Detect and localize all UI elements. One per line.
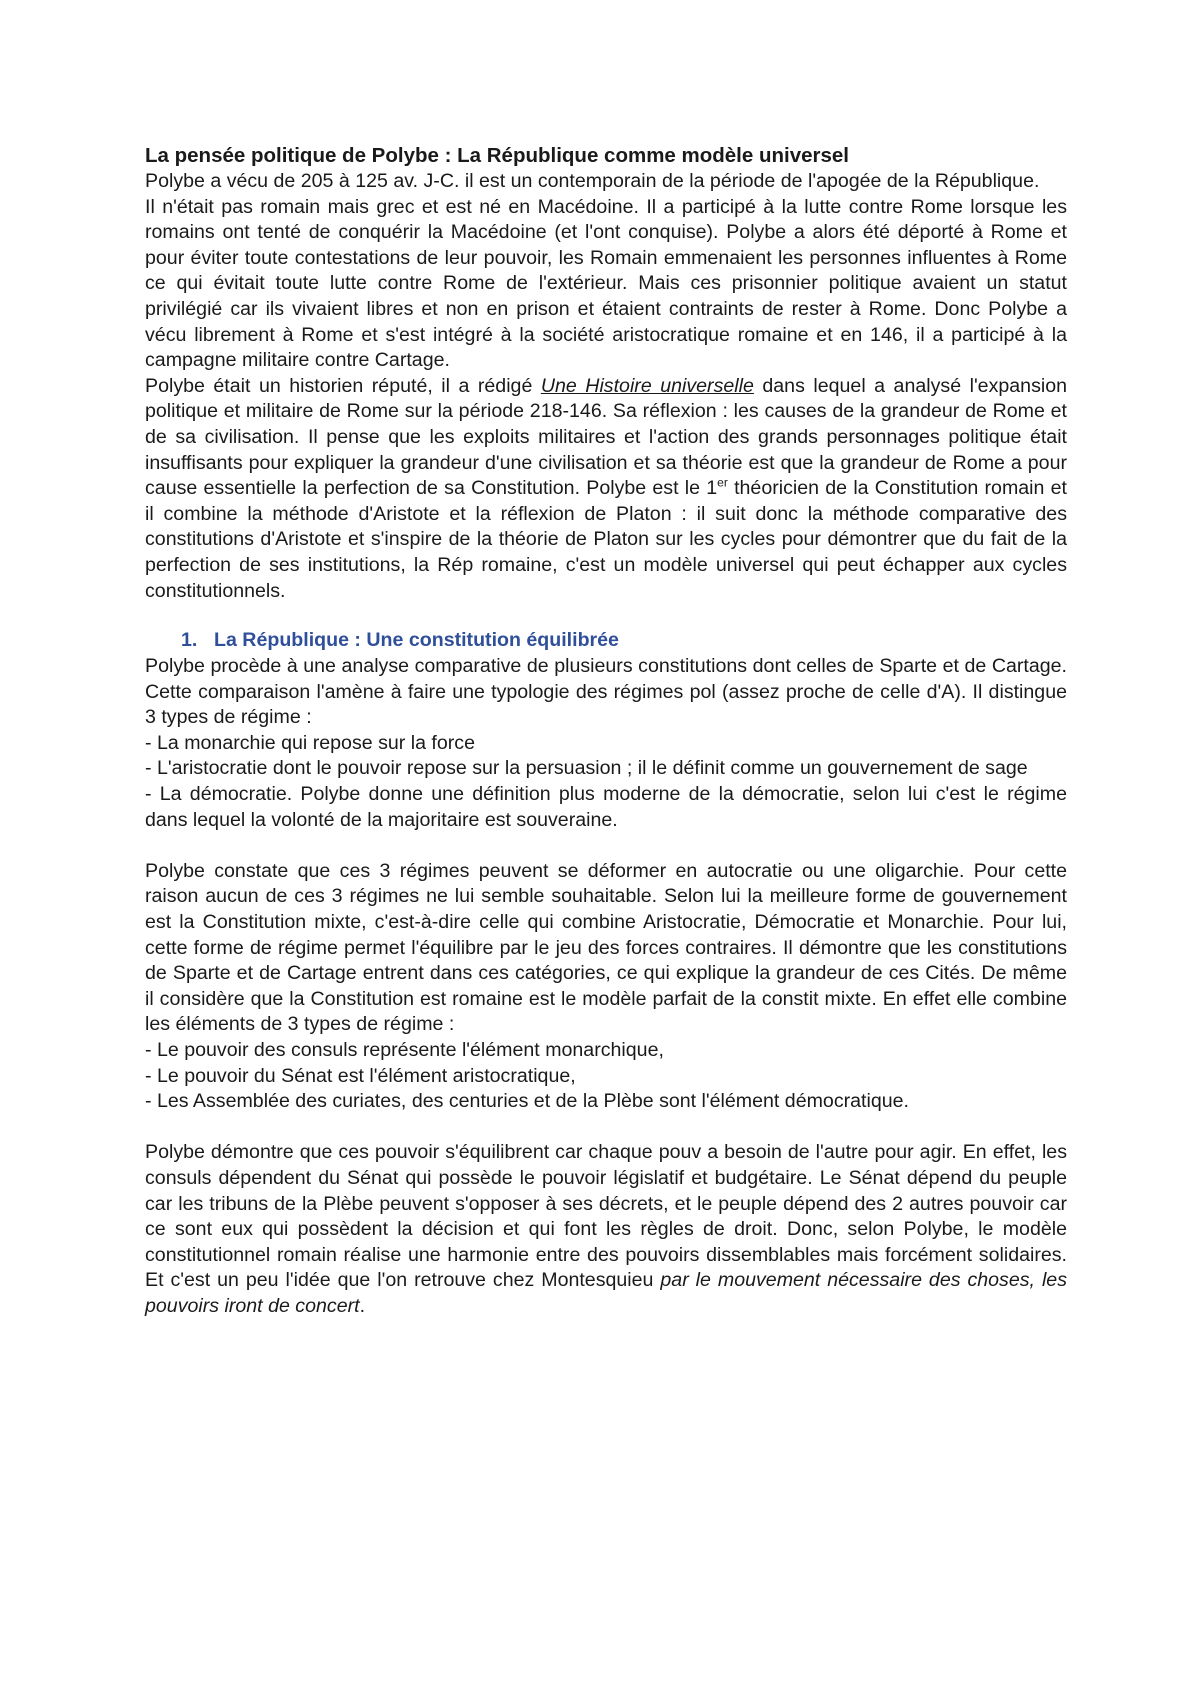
intro-paragraph-3-text-a: Polybe était un historien réputé, il a rédigé: [145, 374, 541, 397]
section-1-title: La République : Une constitution équilibrée: [214, 629, 619, 652]
element-item: - Le pouvoir des consuls représente l'élément monarchique,: [145, 1039, 664, 1061]
intro-paragraph-3-text-b: dans lequel a analysé l'expansion politique et militaire de Rome sur la période 218-146. Sa réflexion : les causes de la grandeur de Rome et de sa civilisation. Il pense que les exploits militaires et l'action des grands personnages politique était insuffisants pour expliquer la grandeur d'une civilisation et sa théorie est que la grandeur de Rome a pour cause essentielle la perfection de sa Constitution. Polybe est le 1: [145, 374, 1068, 500]
intro-paragraph-2: Il n'était pas romain mais grec et est né en Macédoine. Il a participé à la lutte contre Rome lorsque les romains ont tenté de conquérir la Macédoine (et l'ont conquise). Polybe a alors été déporté à Rome et pour éviter toute contestations de leur pouvoir, les Romain emmenaient les personnes influentes à Rome ce qui évitait toute lutte contre Rome de l'extérieur. Mais ces prisonnier politique avaient un statut privilégié car ils vivaient libres et non en prison et étaient contraints de rester à Rome. Donc Polybe a vécu librement à Rome et s'est intégré à la société aristocratique romaine et en 146, il a participé à la campagne militaire contre Cartage.: [145, 195, 1067, 372]
section-1-number: 1.: [181, 629, 198, 652]
blank-line: [145, 1115, 1067, 1141]
montesquieu-quote: par le mouvement nécessaire des choses, les pouvoirs iront de concert: [145, 1269, 1067, 1317]
intro-paragraph-1: Polybe a vécu de 205 à 125 av. J-C. il est un contemporain de la période de l'apogée de la République.: [145, 170, 1040, 192]
book-title: Une Histoire universelle: [540, 374, 754, 397]
document-title: La pensée politique de Polybe : La République comme modèle universel: [145, 144, 849, 167]
blank-line: [145, 833, 1067, 859]
regime-item: - L'aristocratie dont le pouvoir repose sur la persuasion ; il le définit comme un gouvernement de sage: [145, 757, 1028, 780]
element-item: - Le pouvoir du Sénat est l'élément aristocratique,: [145, 1064, 576, 1087]
element-item: - Les Assemblée des curiates, des centuries et de la Plèbe sont l'élément démocratique.: [145, 1090, 909, 1113]
section-1-paragraph-2: Polybe constate que ces 3 régimes peuvent se déformer en autocratie ou une oligarchie. Pour cette raison aucun de ces 3 régimes ne lui semble souhaitable. Selon lui la meilleure forme de gouvernement est la Constitution mixte, c'est-à-dire celle qui combine Aristocratie, Démocratie et Monarchie. Pour lui, cette forme de régime permet l'équilibre par le jeu des forces contraires. Il démontre que les constitutions de Sparte et de Cartage entrent dans ces catégories, ce qui explique la grandeur de ces Cités. De même il considère que la Constitution est romaine est le modèle parfait de la constit mixte. En effet elle combine les éléments de 3 types de régime :: [145, 859, 1067, 1036]
intro-paragraph-3-text-c: théoricien de la Constitution romain et il combine la méthode d'Aristote et la réflexion de Platon : il suit donc la méthode comparative des constitutions d'Aristote et s'inspire de la théorie de Platon sur les cycles pour démontrer que du fait de la perfection de ses institutions, la Rép romaine, c'est un modèle universel qui peut échapper aux cycles constitutionnels.: [145, 477, 1067, 602]
section-1-paragraph-1: Polybe procède à une analyse comparative de plusieurs constitutions dont celles de Sparte et de Cartage. Cette comparaison l'amène à faire une typologie des régimes pol (assez proche de celle d'A). Il distingue 3 types de régime :: [145, 655, 1067, 729]
section-1-paragraph-3-end: .: [359, 1294, 366, 1317]
intro-paragraph-3: [145, 374, 1067, 604]
section-1-paragraph-3-text: Polybe démontre que ces pouvoir s'équilibrent car chaque pouv a besoin de l'autre pour agir. En effet, les consuls dépendent du Sénat qui possède le pouvoir législatif et budgétaire. Le Sénat dépend du peuple car les tribuns de la Plèbe peuvent s'opposer à ses décrets, et le peuple dépend des 2 autres pouvoir car ce sont eux qui possèdent la décision et qui font les règles de droit. Donc, selon Polybe, le modèle constitutionnel romain réalise une harmonie entre des pouvoirs dissemblables mais forcément solidaires. Et c'est un peu l'idée que l'on retrouve chez Montesquieu: [145, 1141, 1067, 1292]
regime-item: - La démocratie. Polybe donne une définition plus moderne de la démocratie, selon lui c'est le régime dans lequel la volonté de la majoritaire est souveraine.: [145, 783, 1067, 831]
section-1-paragraph-3: [145, 1140, 1067, 1319]
document-page: [145, 143, 1067, 1320]
regime-item: - La monarchie qui repose sur la force: [145, 731, 475, 754]
section-1-heading: [145, 627, 1067, 654]
ordinal-superscript: er: [717, 475, 728, 490]
